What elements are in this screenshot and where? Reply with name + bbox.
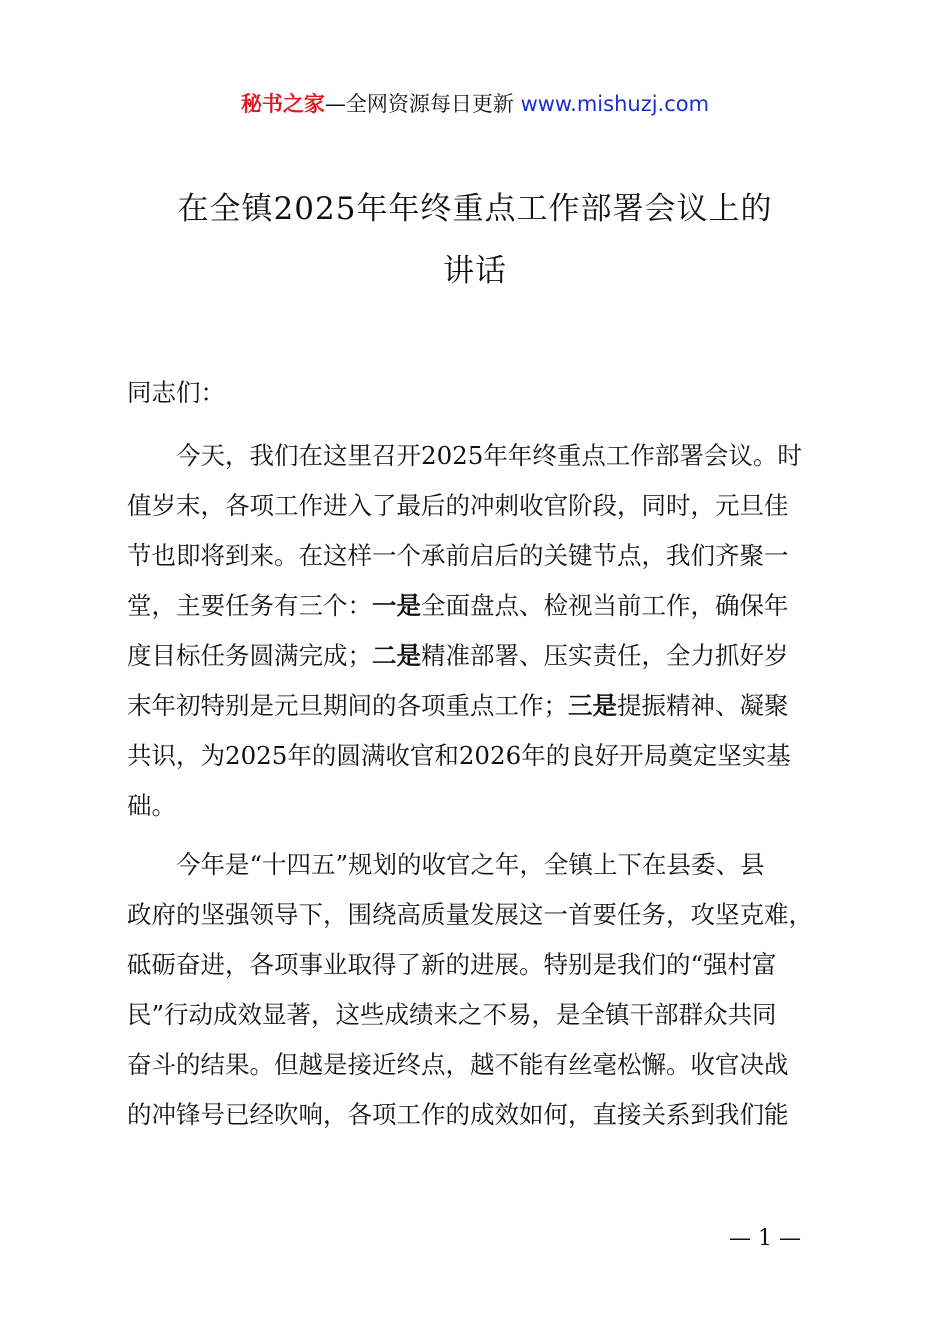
text-run: 提振精神、凝聚	[617, 691, 789, 720]
emphasis-third: 三是	[568, 691, 617, 720]
paragraph-line: 值岁末，各项工作进入了最后的冲刺收官阶段，同时，元旦佳	[127, 491, 789, 520]
site-header	[0, 88, 950, 120]
page-number: — 1 —	[729, 1226, 801, 1251]
text-run: 堂，主要任务有三个：	[127, 591, 372, 620]
text-run: 度目标任务圆满完成；	[127, 641, 372, 670]
emphasis-second: 二是	[372, 641, 421, 670]
paragraph-line	[127, 581, 833, 631]
paragraph-line: 础。	[127, 791, 176, 820]
paragraph-line: 民”行动成效显著，这些成绩来之不易，是全镇干部群众共同	[127, 1000, 777, 1029]
text-run: 全面盘点、检视当前工作，确保年	[421, 591, 789, 620]
paragraph-line	[127, 681, 833, 731]
text-run: 末年初特别是元旦期间的各项重点工作；	[127, 691, 568, 720]
paragraph-1	[127, 431, 833, 831]
document-title	[100, 178, 850, 302]
paragraph-line: 的冲锋号已经吹响，各项工作的成效如何，直接关系到我们能	[127, 1100, 789, 1129]
paragraph-line: 节也即将到来。在这样一个承前启后的关键节点，我们齐聚一	[127, 541, 789, 570]
header-tagline: —全网资源每日更新	[324, 92, 521, 116]
brand-name: 秘书之家	[240, 92, 325, 116]
paragraph-line	[127, 631, 833, 681]
title-line-2: 讲话	[443, 253, 507, 289]
paragraph-line: 砥砺奋进，各项事业取得了新的进展。特别是我们的“强村富	[127, 950, 777, 979]
site-url-link[interactable]: www.mishuzj.com	[520, 92, 710, 116]
paragraph-line: 今天，我们在这里召开2025年年终重点工作部署会议。时	[176, 441, 802, 470]
paragraph-line: 共识，为2025年的圆满收官和2026年的良好开局奠定坚实基	[127, 741, 791, 770]
text-run: 精准部署、压实责任，全力抓好岁	[421, 641, 789, 670]
title-line-1: 在全镇2025年年终重点工作部署会议上的	[177, 191, 773, 227]
paragraph-2	[127, 840, 833, 1140]
paragraph-line: 奋斗的结果。但越是接近终点，越不能有丝毫松懈。收官决战	[127, 1050, 789, 1079]
emphasis-first: 一是	[372, 591, 421, 620]
paragraph-line: 今年是“十四五”规划的收官之年，全镇上下在县委、县	[176, 850, 765, 879]
paragraph-line: 政府的坚强领导下，围绕高质量发展这一首要任务，攻坚克难，	[127, 900, 813, 929]
salutation: 同志们：	[127, 378, 225, 407]
